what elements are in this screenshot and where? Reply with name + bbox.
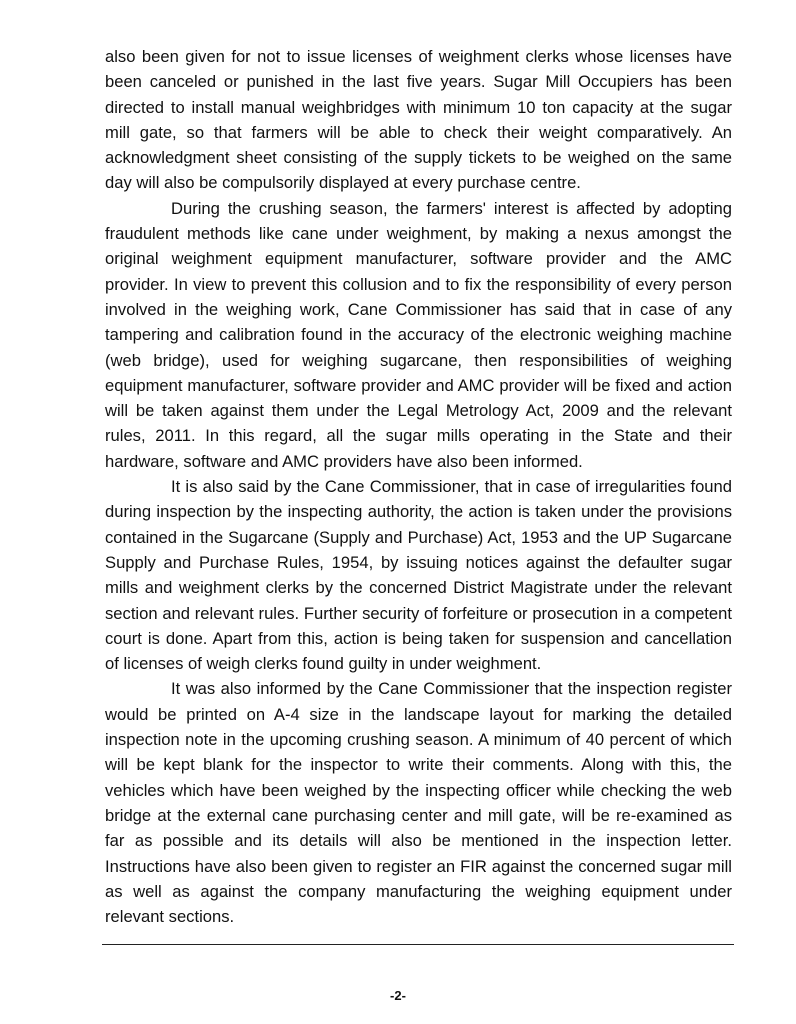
document-body xyxy=(105,44,732,929)
paragraph-inspection-register: It was also informed by the Cane Commissioner that the inspection register would be printed on A-4 size in the landscape layout for marking the detailed inspection note in the upcoming crushing season. A minimum of 40 percent of which will be kept blank for the inspector to write their comments. Along with this, the vehicles which have been weighed by the inspecting officer while checking the web bridge at the external cane purchasing center and mill gate, will be re-examined as far as possible and its details will also be mentioned in the inspection letter. Instructions have also been given to register an FIR against the concerned sugar mill as well as against the company manufacturing the weighing equipment under relevant sections. xyxy=(105,679,732,927)
footer-divider xyxy=(102,944,734,945)
page-number: -2- xyxy=(390,988,406,1003)
paragraph-irregularities: It is also said by the Cane Commissioner, that in case of irregularities found during inspection by the inspecting authority, the action is taken under the provisions contained in the Sugarcane (Supply and Purchase) Act, 1953 and the UP Sugarcane Supply and Purchase Rules, 1954, by issuing notices against the defaulter sugar mills and weighment clerks by the concerned District Magistrate under the relevant section and relevant rules. Further security of forfeiture or prosecution in a competent court is done. Apart from this, action is being taken for suspension and cancellation of licenses of weigh clerks found guilty in under weighment. xyxy=(105,477,732,674)
paragraph-continuation: also been given for not to issue licenses of weighment clerks whose licenses have been canceled or punished in the last five years. Sugar Mill Occupiers has been directed to install manual weighbridges with minimum 10 ton capacity at the sugar mill gate, so that farmers will be able to check their weight comparatively. An acknowledgment sheet consisting of the supply tickets to be weighed on the same day will also be compulsorily displayed at every purchase centre. xyxy=(105,47,732,193)
paragraph-crushing-season: During the crushing season, the farmers' interest is affected by adopting fraudulent methods like cane under weighment, by making a nexus amongst the original weighment equipment manufacturer, software provider and the AMC provider. In view to prevent this collusion and to fix the responsibility of every person involved in the weighing work, Cane Commissioner has said that in case of any tampering and calibration found in the accuracy of the electronic weighing machine (web bridge), used for weighing sugarcane, then responsibilities of weighing equipment manufacturer, software provider and AMC provider will be fixed and action will be taken against them under the Legal Metrology Act, 2009 and the relevant rules, 2011. In this regard, all the sugar mills operating in the State and their hardware, software and AMC providers have also been informed. xyxy=(105,198,732,471)
